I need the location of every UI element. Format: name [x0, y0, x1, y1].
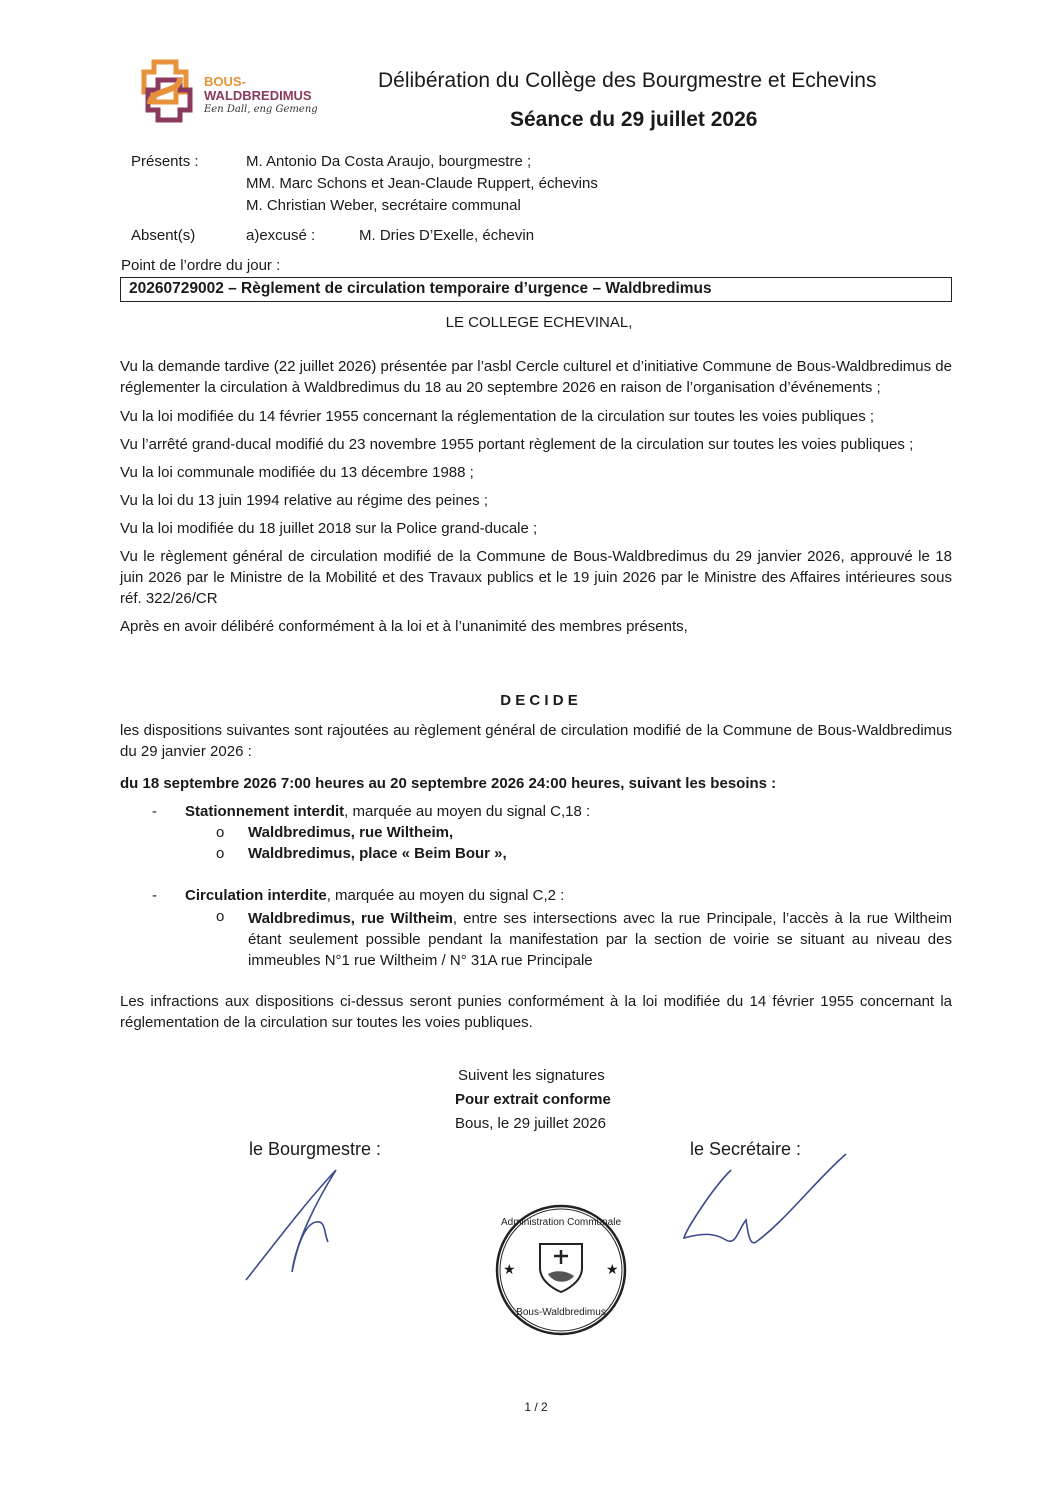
mayor-signature	[236, 1162, 376, 1292]
seal-bottom-text: Bous-Waldbredimus	[516, 1307, 606, 1318]
municipal-seal	[494, 1203, 628, 1337]
decision-period: du 18 septembre 2026 7:00 heures au 20 septembre 2026 24:00 heures, suivant les besoins :	[120, 775, 777, 792]
certified-extract: Pour extrait conforme	[455, 1091, 611, 1108]
agenda-label: Point de l’ordre du jour :	[121, 257, 281, 274]
measure-1-bullet-2: o	[216, 845, 225, 862]
consideration-request: Vu la demande tardive (22 juillet 2026) présentée par l’asbl Cercle culturel et d’initiative Commune de Bous-Waldbredimus de réglementer la circulation à Waldbredimus du 18 au 20 septembre 2026 en raison de l’organisation d’événements ;	[120, 358, 952, 396]
measure-1-dash: -	[152, 803, 157, 820]
document-title: Délibération du Collège des Bourgmestre et Echevins	[378, 69, 877, 92]
signatures-follow: Suivent les signatures	[458, 1067, 605, 1084]
agenda-item-box	[120, 277, 952, 302]
measure-2-title: Circulation interdite	[185, 887, 327, 904]
secretary-signature	[676, 1150, 856, 1260]
measure-2-street: Waldbredimus, rue Wiltheim	[248, 910, 453, 927]
measure-2-dash: -	[152, 887, 157, 904]
present-aldermen: MM. Marc Schons et Jean-Claude Ruppert, échevins	[246, 175, 598, 192]
place-date: Bous, le 29 juillet 2026	[455, 1115, 606, 1132]
logo-line2: WALDBREDIMUS	[204, 88, 312, 103]
logo	[136, 58, 336, 128]
seal-star-right-icon: ★	[606, 1261, 619, 1277]
college-heading: LE COLLEGE ECHEVINAL,	[445, 314, 633, 331]
consideration-law-2018: Vu la loi modifiée du 18 juillet 2018 sur la Police grand-ducale ;	[120, 520, 538, 537]
measure-2	[185, 887, 564, 904]
agenda-item: 20260729002 – Règlement de circulation temporaire d’urgence – Waldbredimus	[129, 280, 712, 297]
consideration-law-1994: Vu la loi du 13 juin 1994 relative au régime des peines ;	[120, 492, 489, 509]
present-mayor: M. Antonio Da Costa Araujo, bourgmestre ;	[246, 153, 532, 170]
absent-label: Absent(s)	[131, 227, 196, 244]
consideration-law-1988: Vu la loi communale modifiée du 13 décembre 1988 ;	[120, 464, 474, 481]
infractions-paragraph: Les infractions aux dispositions ci-dessus seront punies conformément à la loi modifiée du 14 février 1955 concernant la réglementation de la circulation sur toutes les voies publiques.	[120, 993, 952, 1031]
mayor-label: le Bourgmestre :	[249, 1139, 382, 1159]
secretary-label: le Secrétaire :	[690, 1139, 802, 1159]
present-label: Présents :	[131, 153, 199, 170]
decision-intro: les dispositions suivantes sont rajoutées au règlement général de circulation modifié de la Commune de Bous-Waldbredimus du 29 janvier 2026 :	[120, 722, 952, 760]
session-date: Séance du 29 juillet 2026	[510, 108, 758, 131]
seal-shield-icon	[536, 1240, 586, 1296]
excused-label: a)excusé :	[246, 227, 316, 244]
page-number: 1 / 2	[524, 1400, 548, 1414]
measure-2-signal: , marquée au moyen du signal C,2 :	[326, 887, 565, 904]
measure-1-item-1: Waldbredimus, rue Wiltheim,	[248, 824, 454, 841]
decide-heading: D E C I D E	[500, 692, 578, 709]
logo-tagline: Een Dall, eng Gemeng	[204, 104, 318, 115]
measure-1-title: Stationnement interdit	[185, 803, 345, 820]
seal-top-text: Administration Communale	[500, 1217, 622, 1228]
consideration-regulation: Vu le règlement général de circulation modifié de la Commune de Bous-Waldbredimus du 29 janvier 2026, approuvé le 18 juin 2026 par le Ministre de la Mobilité et des Travaux publics et le 19 juin 2026 par le Ministre des Affaires intérieures sous réf. 322/26/CR	[120, 548, 952, 607]
consideration-law-1955: Vu la loi modifiée du 14 février 1955 concernant la réglementation de la circulation sur toutes les voies publiques ;	[120, 408, 875, 425]
consideration-decree-1955: Vu l’arrêté grand-ducal modifié du 23 novembre 1955 portant règlement de la circulation sur toutes les voies publiques ;	[120, 436, 914, 453]
logo-emblem-icon	[136, 58, 198, 124]
deliberation-statement: Après en avoir délibéré conformément à la loi et à l’unanimité des membres présents,	[120, 618, 688, 635]
measure-2-detail: , entre ses intersections avec la rue Principale, l’accès à la rue Wiltheim étant seulement possible pendant la manifestation par la section de voirie se situant au niveau des immeubles N°1 rue Wiltheim / N° 31A rue Principale	[248, 910, 952, 969]
measure-1-signal: , marquée au moyen du signal C,18 :	[344, 803, 591, 820]
measure-1	[185, 803, 590, 820]
measure-1-item-2: Waldbredimus, place « Beim Bour »,	[248, 845, 507, 862]
measure-2-bullet: o	[216, 908, 225, 925]
present-secretary: M. Christian Weber, secrétaire communal	[246, 197, 521, 214]
considerations	[120, 356, 952, 637]
measure-2-item	[248, 908, 952, 971]
measure-1-bullet-1: o	[216, 824, 225, 841]
logo-line1: BOUS-	[204, 74, 246, 89]
seal-star-left-icon: ★	[503, 1261, 516, 1277]
excused-member: M. Dries D’Exelle, échevin	[359, 227, 535, 244]
